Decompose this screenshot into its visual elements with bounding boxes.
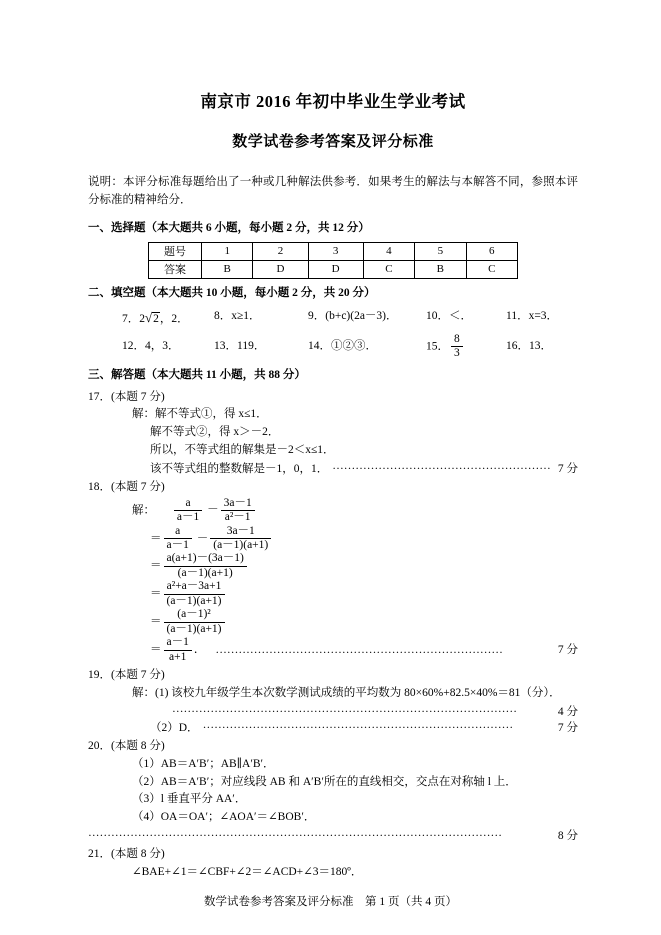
fraction-denominator: 3	[454, 347, 460, 360]
q18-f8-den: a+1	[169, 650, 187, 663]
table-cell: 2	[253, 242, 308, 260]
q21-label: 21．(本题 8 分)	[88, 847, 165, 860]
q17-line-4-row: 该不等式组的整数解是－1，0，1． ………………………………………………… 7 分	[150, 459, 578, 475]
fill-answer-10: 10．＜．	[426, 310, 472, 323]
page-title: 南京市 2016 年初中毕业生学业考试	[200, 92, 466, 111]
q18-step-4: ＝ $\frac{\text{a²+a－3a+1}}{(a-1)(a+1)}$	[150, 580, 578, 608]
q18-f8-num: a－1	[164, 636, 192, 650]
q18-f4-den: (a－1)(a+1)	[213, 538, 269, 551]
q20-label: 20．(本题 8 分)	[88, 739, 165, 752]
q21-line-1: ∠BAE+∠1＝∠CBF+∠2＝∠ACD+∠3＝180º．	[132, 865, 363, 878]
q18-step-6: ＝ $\frac{a-1}{a+1}$ ． ………………………………………………………………… 7 分	[150, 636, 578, 663]
table-row	[149, 242, 518, 260]
fill-answers-row-2	[122, 333, 578, 360]
q18-f3-den: a－1	[166, 538, 189, 551]
section1-heading: 一、选择题（本大题共 6 小题，每小题 2 分，共 12 分）	[88, 221, 370, 234]
fill-answer-13: 13．119．	[214, 340, 266, 353]
q17-line-1: 解：解不等式①，得 x≤1．	[132, 408, 268, 421]
table-cell: D	[308, 260, 363, 278]
q18-step-3: ＝ $\frac{a(a+1)-(3a-1)}{(a-1)(a+1)}$	[150, 552, 578, 580]
table-cell: 5	[415, 242, 466, 260]
q18-step-2: ＝ $\frac{a}{a-1}$ － $\frac{3a-1}{(a-1)(a+1)}$	[150, 525, 578, 553]
fill-answer-11: 11．x=3．	[506, 310, 559, 323]
q18-f5-num: a(a+1)－(3a－1)	[164, 552, 247, 566]
table-cell: 1	[202, 242, 253, 260]
page-content	[88, 88, 578, 882]
table-cell: D	[253, 260, 308, 278]
q18-f6-num: a²+a－3a+1	[164, 580, 225, 594]
fill-answer-16: 16．13．	[506, 340, 552, 353]
table-header-answer: 答案	[149, 260, 202, 278]
fill-answer-14: 14．①②③．	[308, 340, 377, 353]
q18-f2-den: a²－1	[224, 510, 251, 523]
table-cell: 4	[363, 242, 414, 260]
q18-score: 7 分	[557, 643, 578, 656]
table-cell: C	[363, 260, 414, 278]
q18-f7-num: (a－1)²	[164, 608, 225, 622]
q20-line-3: （3）l 垂直平分 AA′．	[132, 793, 247, 806]
fill-answer-9: 9．(b+c)(2a－3)．	[308, 310, 398, 323]
q18-f3-num: a	[164, 525, 192, 539]
q19-score-row-1: ……………………………………………………………………………… 4 分	[172, 702, 578, 718]
page-subtitle: 数学试卷参考答案及评分标准	[232, 134, 434, 150]
table-cell: 3	[308, 242, 363, 260]
q18-label: 18．(本题 7 分)	[88, 480, 165, 493]
table-cell: C	[466, 260, 517, 278]
q19-line-2: （2）D．	[150, 721, 199, 734]
table-cell: B	[415, 260, 466, 278]
table-header-number: 题号	[149, 242, 202, 260]
q18-f5-den: (a－1)(a+1)	[177, 566, 233, 579]
fill-answers-row-1: 7．2√2，2． 8．x≥1． 9．(b+c)(2a－3)． 10．＜． 11．x=3．	[122, 306, 578, 331]
q18-f4-num: 3a－1	[210, 525, 271, 539]
q20-score-row: ……………………………………………………………………………………………… 8 分	[88, 826, 578, 842]
section2-heading: 二、填空题（本大题共 10 小题，每小题 2 分，共 20 分）	[88, 286, 376, 299]
instruction-note: 说明：本评分标准每题给出了一种或几种解法供参考．如果考生的解法与本解答不同，参照本评分标准的精神给分．	[88, 176, 578, 207]
fraction-numerator: 8	[451, 333, 463, 347]
q17-score: 7 分	[557, 462, 578, 475]
q18-solve-word: 解：	[132, 503, 155, 516]
table-cell: 6	[466, 242, 517, 260]
fill-answer-15: 15． $\frac{8}{3}$	[426, 333, 506, 360]
q17-line-4: 该不等式组的整数解是－1，0，1．	[150, 462, 329, 475]
q17-line-3: 所以，不等式组的解集是－2＜x≤1．	[150, 443, 335, 456]
fill-answer-8: 8．x≥1．	[214, 310, 261, 323]
q20-line-1: （1）AB＝A′B′；AB∥A′B′．	[132, 757, 275, 770]
q20-score: 8 分	[557, 829, 578, 842]
q17-label: 17．(本题 7 分)	[88, 390, 165, 403]
q18-f6-den: (a－1)(a+1)	[166, 594, 222, 607]
q18-step-1: 解： $\frac{a}{a-1}$ － $\frac{3a-1}{\text{a²－1}}$	[132, 497, 578, 525]
q20-line-2: （2）AB＝A′B′；对应线段 AB 和 A′B′所在的直线相交，交点在对称轴 l 上．	[132, 775, 517, 788]
table-cell: B	[202, 260, 253, 278]
q19-line-1: 解：(1) 该校九年级学生本次数学测试成绩的平均数为 80×60%+82.5×40%＝81（分）．	[132, 687, 561, 700]
choice-answer-table	[148, 242, 518, 279]
fill-answer-12: 12．4，3．	[122, 340, 180, 353]
q17-line-2: 解不等式②，得 x＞－2．	[150, 426, 280, 439]
q18-step-5: ＝ $\frac{\text{(a－1)²}}{(a-1)(a+1)}$	[150, 608, 578, 636]
table-row	[149, 260, 518, 278]
q19-score-1: 4 分	[557, 705, 578, 718]
q19-label: 19．(本题 7 分)	[88, 669, 165, 682]
q19-line-2-row: （2）D． ……………………………………………………………………… 7 分	[150, 718, 578, 734]
q18-f1-den: a－1	[176, 510, 200, 523]
q20-line-4: （4）OA＝OA′；∠AOA′＝∠BOB′．	[132, 811, 316, 824]
page-footer: 数学试卷参考答案及评分标准 第 1 页（共 4 页）	[204, 896, 457, 908]
section3-heading: 三、解答题（本大题共 11 小题，共 88 分）	[88, 368, 306, 381]
q19-score-2: 7 分	[557, 721, 578, 734]
q18-f2-num: 3a－1	[221, 497, 255, 511]
q18-f7-den: (a－1)(a+1)	[166, 622, 222, 635]
q18-f1-num: a	[174, 497, 202, 511]
